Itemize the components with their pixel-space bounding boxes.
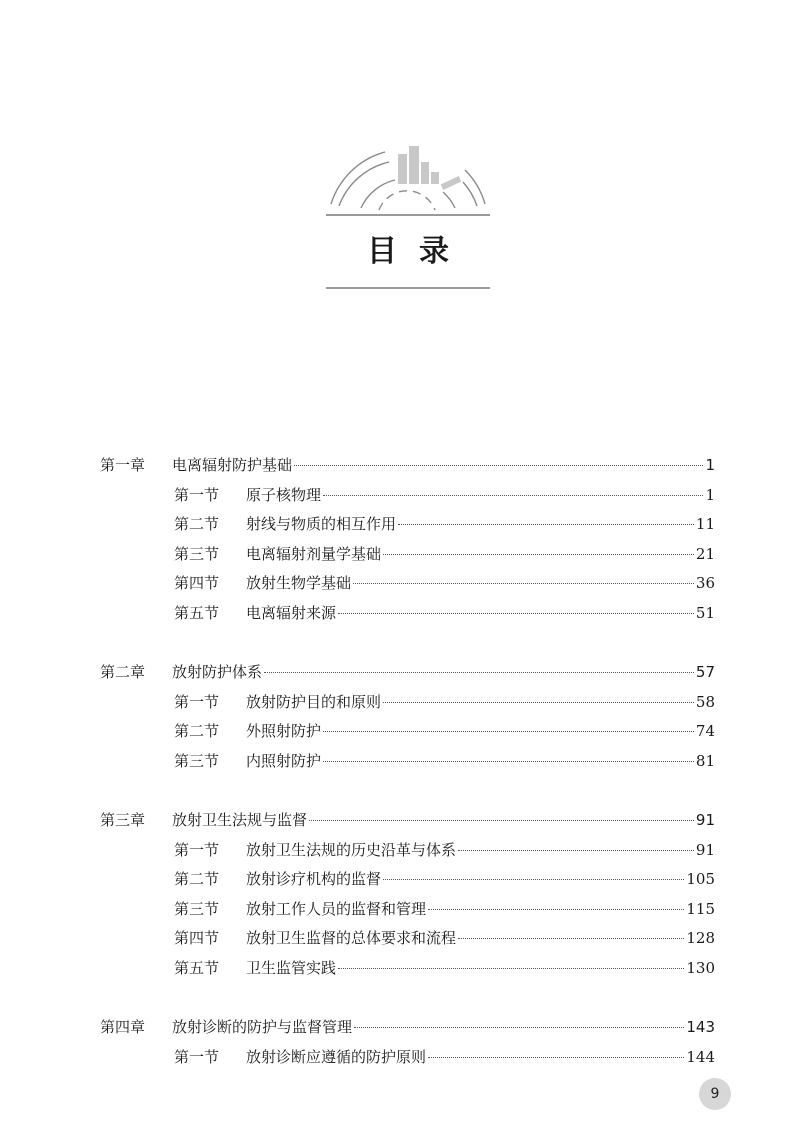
- section-label: 第三节: [174, 544, 220, 563]
- table-of-contents: [100, 451, 715, 1072]
- section-label: 第一节: [174, 1047, 220, 1066]
- dot-leader: [428, 1057, 684, 1058]
- section-page-number: 1: [705, 485, 715, 504]
- section-title: 卫生监管实践: [246, 958, 337, 977]
- title-rule-top: [326, 214, 490, 216]
- dot-leader: [428, 909, 684, 910]
- section-page-number: 128: [686, 929, 715, 947]
- dot-leader: [338, 613, 694, 614]
- toc-section-row[interactable]: [100, 1043, 715, 1073]
- section-label: 第二节: [174, 722, 220, 740]
- toc-chapter-row[interactable]: [100, 1013, 715, 1043]
- chapter-label: 第二章: [100, 663, 146, 681]
- section-title: 放射卫生法规的历史沿革与体系: [246, 840, 457, 859]
- section-title: 放射诊断应遵循的防护原则: [246, 1047, 427, 1066]
- section-title: 放射生物学基础: [246, 574, 352, 592]
- section-label: 第二节: [174, 870, 220, 888]
- section-title: 放射防护目的和原则: [246, 692, 382, 711]
- dot-leader: [323, 731, 694, 732]
- header-emblem: [325, 140, 491, 215]
- chapter-title: 放射防护体系: [172, 663, 263, 681]
- section-page-number: 81: [695, 751, 715, 770]
- dot-leader: [458, 850, 694, 851]
- dot-leader: [338, 968, 684, 969]
- section-page-number: 91: [695, 840, 715, 859]
- toc-section-row[interactable]: [100, 895, 715, 925]
- chapter-page-number: 57: [695, 663, 715, 681]
- section-page-number: 130: [686, 958, 715, 977]
- section-page-number: 105: [686, 870, 715, 888]
- dot-leader: [383, 879, 684, 880]
- section-page-number: 115: [686, 899, 715, 918]
- dot-leader: [323, 495, 703, 496]
- section-page-number: 58: [695, 692, 715, 711]
- chapter-label: 第三章: [100, 811, 146, 829]
- section-label: 第四节: [174, 574, 220, 592]
- dot-leader: [398, 524, 694, 525]
- toc-section-row[interactable]: [100, 510, 715, 540]
- toc-chapter-row[interactable]: [100, 451, 715, 481]
- page-title: 目录: [367, 234, 471, 269]
- dot-leader: [294, 465, 703, 466]
- section-title: 内照射防护: [246, 751, 322, 770]
- dot-leader: [383, 554, 694, 555]
- chapter-label: 第四章: [100, 1018, 146, 1036]
- dot-leader: [458, 938, 684, 939]
- dot-leader: [264, 672, 694, 673]
- section-title: 外照射防护: [246, 722, 322, 740]
- section-page-number: 74: [695, 722, 715, 740]
- toc-section-row[interactable]: [100, 569, 715, 599]
- section-page-number: 36: [695, 574, 715, 592]
- section-label: 第一节: [174, 485, 220, 504]
- chapter-title: 放射卫生法规与监督: [172, 811, 308, 829]
- page-number-badge: 9: [699, 1078, 731, 1110]
- toc-section-row[interactable]: [100, 688, 715, 718]
- section-label: 第五节: [174, 603, 220, 622]
- section-title: 原子核物理: [246, 485, 322, 504]
- toc-section-row[interactable]: [100, 836, 715, 866]
- toc-chapter-row[interactable]: [100, 806, 715, 836]
- toc-section-row[interactable]: [100, 924, 715, 954]
- section-title: 射线与物质的相互作用: [246, 515, 397, 533]
- dot-leader: [309, 820, 694, 821]
- section-title: 电离辐射剂量学基础: [246, 544, 382, 563]
- section-page-number: 21: [695, 544, 715, 563]
- chapter-page-number: 91: [695, 811, 715, 829]
- dot-leader: [354, 1027, 684, 1028]
- title-rule-bottom: [326, 287, 490, 289]
- toc-chapter-row[interactable]: [100, 658, 715, 688]
- toc-section-row[interactable]: [100, 954, 715, 984]
- section-title: 放射诊疗机构的监督: [246, 870, 382, 888]
- section-label: 第三节: [174, 899, 220, 918]
- section-label: 第五节: [174, 958, 220, 977]
- toc-section-row[interactable]: [100, 717, 715, 747]
- section-label: 第一节: [174, 840, 220, 859]
- chapter-label: 第一章: [100, 456, 146, 474]
- section-title: 放射卫生监督的总体要求和流程: [246, 929, 457, 947]
- section-title: 放射工作人员的监督和管理: [246, 899, 427, 918]
- chapter-page-number: 1: [705, 456, 715, 474]
- section-label: 第三节: [174, 751, 220, 770]
- toc-section-row[interactable]: [100, 599, 715, 629]
- section-page-number: 51: [695, 603, 715, 622]
- toc-section-row[interactable]: [100, 747, 715, 777]
- chapter-page-number: 143: [686, 1018, 715, 1036]
- section-label: 第二节: [174, 515, 220, 533]
- toc-section-row[interactable]: [100, 865, 715, 895]
- chapter-title: 放射诊断的防护与监督管理: [172, 1018, 353, 1036]
- section-label: 第一节: [174, 692, 220, 711]
- section-page-number: 11: [695, 515, 715, 533]
- dot-leader: [323, 761, 694, 762]
- toc-section-row[interactable]: [100, 540, 715, 570]
- dot-leader: [353, 583, 694, 584]
- section-title: 电离辐射来源: [246, 603, 337, 622]
- section-page-number: 144: [686, 1047, 715, 1066]
- chapter-title: 电离辐射防护基础: [172, 456, 293, 474]
- section-label: 第四节: [174, 929, 220, 947]
- dot-leader: [383, 702, 694, 703]
- toc-section-row[interactable]: [100, 481, 715, 511]
